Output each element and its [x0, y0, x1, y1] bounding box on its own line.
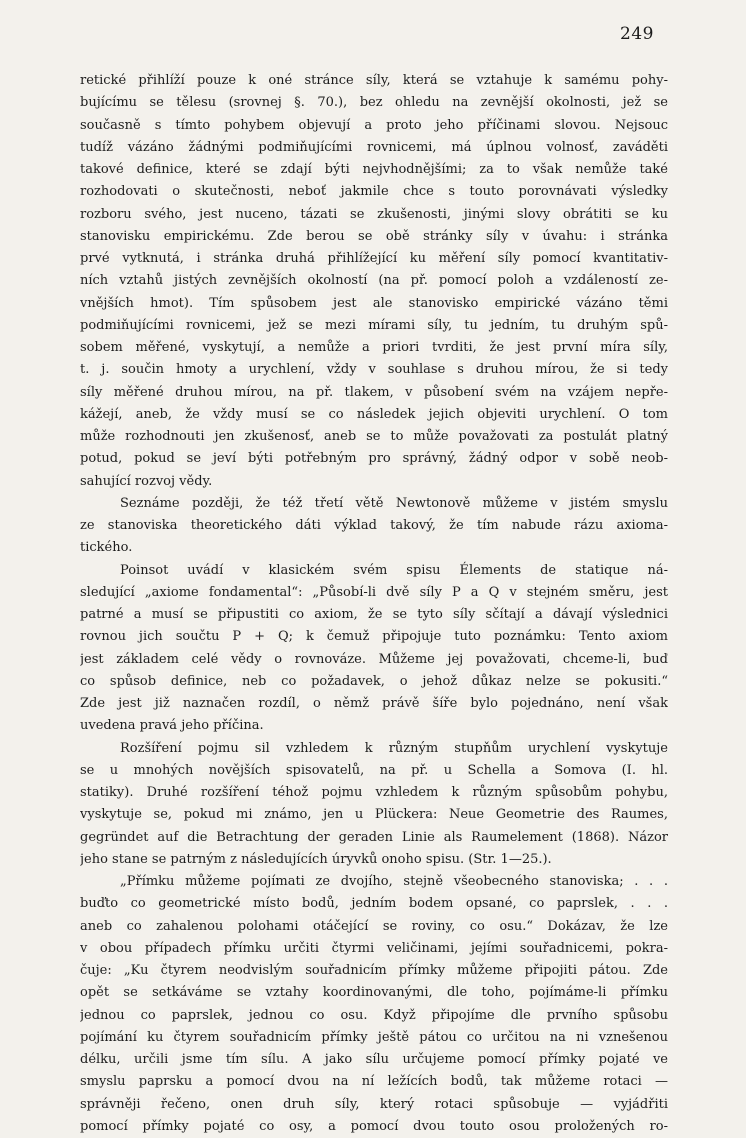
text-line: Zde jest již naznačen rozdíl, o němž právě šíře bylo pojednáno, není však — [80, 696, 668, 711]
text-line: Seznáme později, že též třetí větě Newtonově můžeme v jistém smyslu — [120, 495, 668, 511]
text-line: sledující „axiome fondamental“: „Působí-li dvě síly P a Q v stejném směru, jest — [80, 584, 668, 600]
text-line: „Přímku můžeme pojímati ze dvojího, stejně všeobecného stanoviska; . . . — [120, 874, 668, 889]
text-line: patrné a musí se připustiti co axiom, že se tyto síly sčítají a dávají výslednici — [80, 607, 668, 622]
text-line: čuje: „Ku čtyrem neodvislým souřadnicím přímky můžeme připojiti pátou. Zde — [80, 963, 668, 978]
text-line: smyslu paprsku a pomocí dvou na ní ležících bodů, tak můžeme rotaci — — [80, 1074, 668, 1090]
text-line: retické přihlíží pouze k oné stránce síly, která se vztahuje k samému pohy- — [80, 73, 668, 88]
text-line: statiky). Druhé rozšíření téhož pojmu vzhledem k různým spůsobům pohybu, — [80, 785, 668, 800]
text-line: může rozhodnouti jen zkušenosť, aneb se to může považovati za postulát platný — [80, 429, 668, 444]
text-line: buďto co geometrické místo bodů, jedním bodem opsané, co paprslek, . . . — [80, 896, 668, 912]
text-line: současně s tímto pohybem objevují a proto jeho příčinami slovou. Nejsouc — [80, 117, 668, 133]
text-line: gegründet auf die Betrachtung der geraden Linie als Raumelement (1868). Názor — [80, 829, 668, 845]
text-line: jednou co paprslek, jednou co osu. Když připojíme dle prvního spůsobu — [80, 1007, 668, 1023]
text-line: síly měřené druhou mírou, na př. tlakem, v působení svém na vzájem nepře- — [80, 384, 668, 400]
text-line: tického. — [80, 540, 133, 556]
text-line: vyskytuje se, pokud mi známo, jen u Plückera: Neue Geometrie des Raumes, — [80, 807, 668, 823]
text-line: vnějších hmot). Tím spůsobem jest ale stanovisko empirické vázáno těmi — [80, 295, 668, 311]
text-line: podmiňujícími rovnicemi, jež se mezi mírami síly, tu jedním, tu druhým spů- — [80, 317, 668, 333]
text-line: opět se setkáváme se vztahy koordinovanými, dle toho, pojímáme-li přímku — [80, 985, 668, 1001]
text-line: stanovisku empirickému. Zde berou se obě stránky síly v úvahu: i stránka — [80, 228, 668, 244]
text-line: sahující rozvoj vědy. — [80, 473, 213, 489]
text-line: sobem měřené, vyskytují, a nemůže a priori tvrditi, že jest první míra síly, — [80, 340, 668, 355]
text-line: rozboru svého, jest nuceno, tázati se zkušenosti, jinými slovy obrátiti se ku — [80, 206, 668, 222]
text-line: kážejí, aneb, že vždy musí se co následek jejich objeviti urychlení. O tom — [80, 406, 668, 422]
text-line: jest základem celé vědy o rovnováze. Můžeme jej považovati, chceme-li, buď — [80, 651, 668, 667]
text-line: pojímání ku čtyrem souřadnicím přímky ještě pátou co určitou na ni vznešenou — [80, 1029, 668, 1045]
text-line: takové definice, které se zdají býti nejvhodnějšími; za to však nemůže také — [80, 162, 668, 177]
text-line: správněji řečeno, onen druh síly, který rotaci spůsobuje — vyjádřiti — [80, 1096, 668, 1112]
text-line: pomocí přímky pojaté co osy, a pomocí dvou touto osou proložených ro- — [80, 1118, 668, 1134]
text-line: prvé vytknutá, i stránka druhá přihlížející ku měření síly pomocí kvantitativ- — [80, 251, 668, 266]
text-line: bujícímu se tělesu (srovnej §. 70.), bez ohledu na zevnější okolnosti, jež se — [80, 95, 668, 111]
text-line: délku, určili jsme tím sílu. A jako sílu určujeme pomocí přímky pojaté ve — [80, 1052, 668, 1067]
text-line: aneb co zahalenou polohami otáčející se roviny, co osu.“ Dokázav, že lze — [80, 918, 668, 934]
text-line: tudíž vázáno žádnými podmiňujícími rovnicemi, má úplnou volnosť, zaváděti — [80, 139, 668, 155]
text-line: v obou případech přímku určiti čtyrmi veličinami, jejími souřadnicemi, pokra- — [80, 940, 668, 956]
body-text — [80, 70, 668, 1138]
text-line: potud, pokud se jeví býti potřebným pro správný, žádný odpor v sobě neob- — [80, 451, 668, 467]
text-line: ních vztahů jistých zevnějších okolností (na př. pomocí poloh a vzdáleností ze- — [80, 273, 668, 289]
text-line: rovnou jich součtu P + Q; k čemuž připojuje tuto poznámku: Tento axiom — [80, 629, 668, 645]
text-line: co spůsob definice, neb co požadavek, o jehož důkaz nelze se pokusiti.“ — [80, 673, 668, 689]
text-line: t. j. součin hmoty a urychlení, vždy v souhlase s druhou mírou, že si tedy — [80, 362, 668, 378]
text-line: rozhodovati o skutečnosti, neboť jakmile chce s touto porovnávati výsledky — [80, 184, 668, 200]
text-line: Poinsot uvádí v klasickém svém spisu Élements de statique ná- — [120, 562, 668, 578]
page-number: 249 — [620, 24, 654, 44]
text-line: jeho stane se patrným z následujících úryvků onoho spisu. (Str. 1—25.). — [80, 851, 552, 867]
text-line: uvedena pravá jeho příčina. — [80, 718, 264, 734]
text-line: ze stanoviska theoretického dáti výklad takový, že tím nabude rázu axioma- — [80, 518, 668, 533]
text-line: se u mnohých novějších spisovatelů, na př. u Schella a Somova (I. hl. — [80, 762, 668, 778]
text-line: Rozšíření pojmu sil vzhledem k různým stupňům urychlení vyskytuje — [120, 740, 668, 756]
